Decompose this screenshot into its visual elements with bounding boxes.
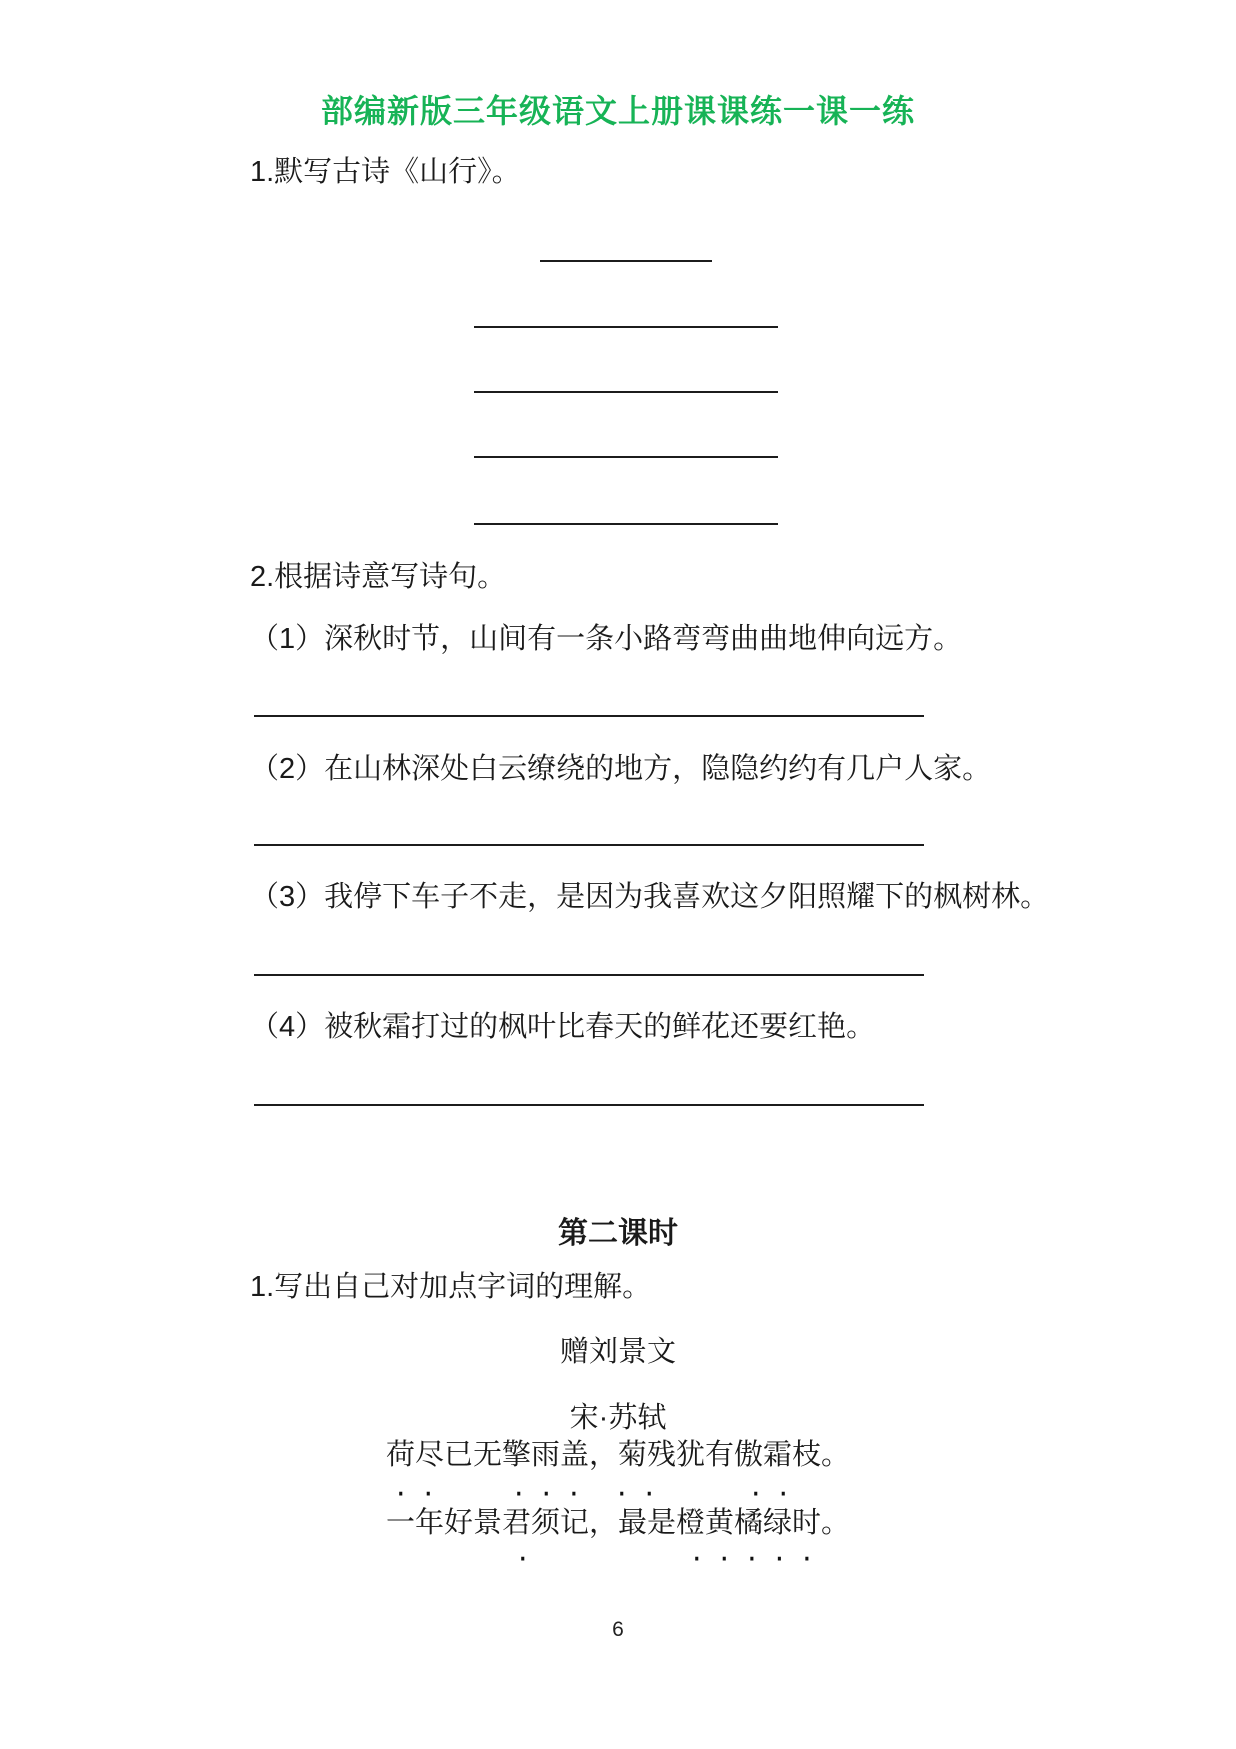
answer-blank[interactable] <box>474 523 778 525</box>
question-item-3: （3）我停下车子不走，是因为我喜欢这夕阳照耀下的枫树林。 <box>250 881 1050 913</box>
answer-blank[interactable] <box>474 326 778 328</box>
poem-line-1: 荷尽已无擎雨盖，菊残犹有傲霜枝。 <box>385 1439 850 1471</box>
emphasis-dots: · <box>518 1542 546 1577</box>
emphasis-dots: ····· <box>692 1542 830 1577</box>
answer-blank[interactable] <box>254 974 924 976</box>
lesson2-prompt: 1.写出自己对加点字词的理解。 <box>250 1271 652 1303</box>
emphasis-dots: ·· <box>617 1477 673 1512</box>
question-item-1: （1）深秋时节，山间有一条小路弯弯曲曲地伸向远方。 <box>250 623 963 655</box>
answer-blank[interactable] <box>254 715 924 717</box>
question-item-2: （2）在山林深处白云缭绕的地方，隐隐约约有几户人家。 <box>250 753 992 785</box>
poem-title: 赠刘景文 <box>559 1336 676 1368</box>
emphasis-dots-row-2 <box>388 1542 848 1577</box>
emphasis-dots: ·· <box>751 1477 807 1512</box>
poem-author: 宋·苏轼 <box>569 1402 667 1434</box>
page-number: 6 <box>612 1618 624 1641</box>
answer-blank[interactable] <box>474 391 778 393</box>
answer-blank[interactable] <box>254 844 924 846</box>
answer-blank[interactable] <box>540 260 712 262</box>
question-item-4: （4）被秋霜打过的枫叶比春天的鲜花还要红艳。 <box>250 1011 876 1043</box>
answer-blank[interactable] <box>254 1104 924 1106</box>
section1-prompt: 1.默写古诗《山行》。 <box>250 156 521 188</box>
emphasis-dots: ·· <box>396 1477 452 1512</box>
section2-prompt: 2.根据诗意写诗句。 <box>250 561 507 593</box>
answer-blank[interactable] <box>474 456 778 458</box>
emphasis-dots: ··· <box>514 1477 597 1512</box>
poem-line-2: 一年好景君须记，最是橙黄橘绿时。 <box>385 1507 850 1539</box>
lesson2-heading: 第二课时 <box>558 1217 678 1250</box>
page-title: 部编新版三年级语文上册课课练一课一练 <box>320 93 915 129</box>
